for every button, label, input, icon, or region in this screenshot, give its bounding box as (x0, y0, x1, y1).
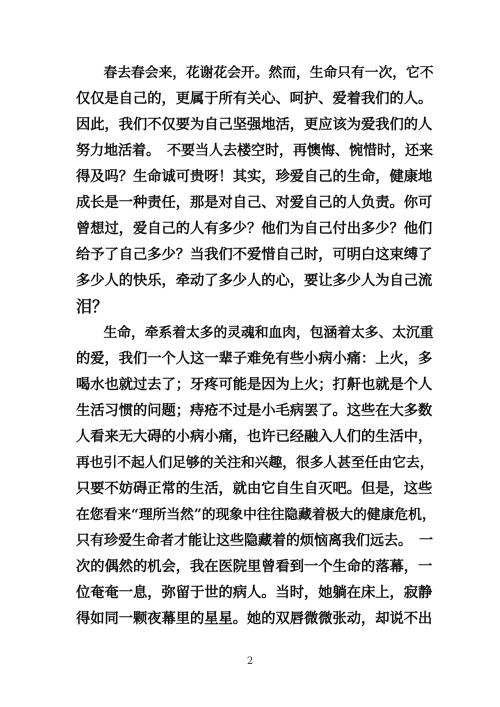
text-line: 只有珍爱生命者才能让这些隐藏着的烦恼离我们远去。 一 (76, 533, 433, 549)
text-line: 得及吗？生命诚可贵呀！其实，珍爱自己的生命，健康地 (76, 169, 433, 185)
text-line: 次的偶然的机会，我在医院里曾看到一个生命的落幕，一 (76, 559, 433, 575)
text-line: 春去春会来，花谢花会开。然而，生命只有一次，它不 (76, 65, 434, 81)
text-line: 生活习惯的问题；痔疮不过是小毛病罢了。这些在大多数 (76, 403, 433, 419)
text-line: 仅仅是自己的，更属于所有关心、呵护、爱着我们的人。 (76, 91, 433, 107)
text-line: 多少人的快乐，牵动了多少人的心，要让多少人为自己流 (76, 273, 433, 289)
text-line: 因此，我们不仅要为自己坚强地活，更应该为爱我们的人 (76, 117, 433, 133)
text-line: 的爱，我们一个人这一辈子难免有些小病小痛：上火，多 (76, 351, 433, 367)
text-line: 位奄奄一息，弥留于世的病人。当时，她躺在床上，寂静 (76, 585, 433, 601)
text-line: 曾想过，爱自己的人有多少？他们为自己付出多少？他们 (76, 221, 433, 237)
text-line: 人看来无大碍的小病小痛，也许已经融入人们的生活中， (76, 429, 433, 445)
text-line: 成长是一种责任，那是对自己、对爱自己的人负责。你可 (76, 195, 433, 211)
text-line: 在您看来“理所当然”的现象中往往隐藏着极大的健康危机， (76, 507, 436, 523)
text-line: 努力地活着。 不要当人去楼空时，再懊悔、惋惜时，还来 (76, 143, 433, 159)
text-line: 给予了自己多少？当我们不爱惜自己时，可明白这束缚了 (76, 247, 433, 263)
paragraph-1 (76, 60, 436, 320)
text-line: 只要不妨碍正常的生活，就由它自生自灭吧。但是，这些 (76, 481, 433, 497)
text-line: 喝水也就过去了；牙疼可能是因为上火；打鼾也就是个人 (76, 377, 433, 393)
page-number: 2 (246, 656, 254, 667)
body-text (76, 60, 436, 632)
text-line: 再也引不起人们足够的关注和兴趣，很多人甚至任由它去， (76, 455, 434, 471)
text-line: 泪？ (76, 297, 109, 316)
paragraph-2 (76, 320, 436, 632)
text-line: 生命，牵系着太多的灵魂和血肉，包涵着太多、太沉重 (76, 325, 434, 341)
text-line: 得如同一颗夜幕里的星星。她的双唇微微张动，却说不出 (76, 611, 433, 627)
